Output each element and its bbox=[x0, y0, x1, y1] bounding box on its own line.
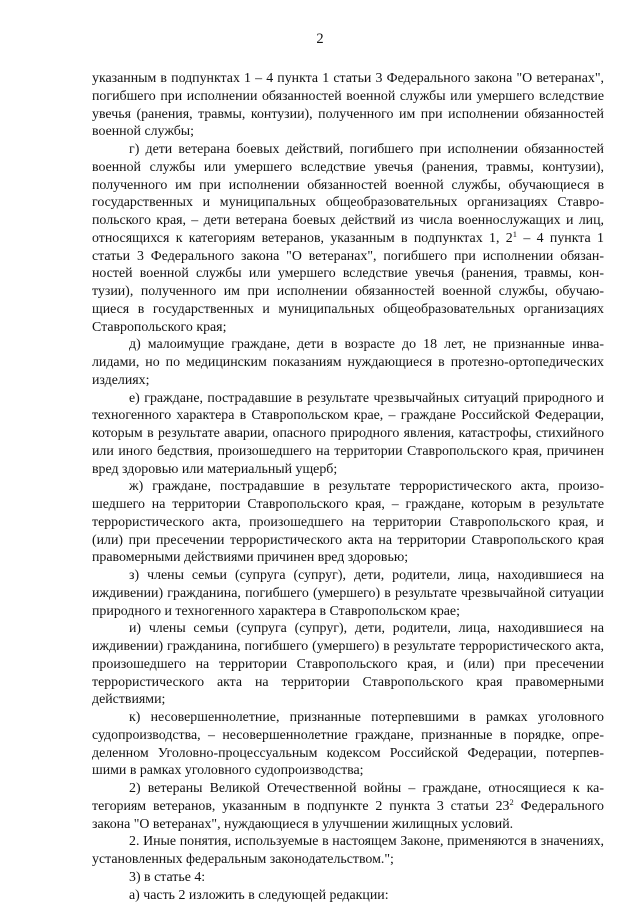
paragraph-item-a: а) часть 2 изложить в следующей редакции: bbox=[92, 887, 604, 904]
paragraph-item-g-text-a: г) дети ветерана боевых действий, погибшего при исполнении обязанностей военной службы или умершего вследствие увечья (ранения, травмы, контузии), полученного им при исполнении обязанностей военной службы, обучающиеся в государственных и муниципальных общеобразовательных организациях Ставропольского края, – дети ветерана боевых действий из числа военнослужащих и лиц, относящихся к категориям ветеранов, указанным в подпунктах 1, 2 bbox=[92, 142, 604, 246]
paragraph-continuation: указанным в подпунктах 1 – 4 пункта 1 статьи 3 Федерального закона "О ветеранах", погибшего при исполнении обязанностей военной службы или умершего вследствие увечья (ранения, травмы, контузии), полученного им при исполнении обязанностей военной службы; bbox=[92, 70, 604, 141]
paragraph-part-2: 2. Иные понятия, используемые в настоящем Законе, применяются в значениях, установленных федеральным законодательством."; bbox=[92, 833, 604, 869]
superscript-index: 2 bbox=[510, 797, 514, 807]
paragraph-item-3: 3) в статье 4: bbox=[92, 869, 604, 887]
paragraph-item-2-text-a: 2) ветераны Великой Отечественной войны – граждане, относящиеся к категориям ветеранов, указанным в подпункте 2 пункта 3 статьи 23 bbox=[92, 781, 604, 814]
paragraph-item-2-text-b: Федерального закона "О ветеранах", нуждающиеся в улучшении жилищных условий. bbox=[92, 799, 604, 832]
paragraph-item-d: д) малоимущие граждане, дети в возрасте до 18 лет, не признанные инвалидами, но по медицинским показаниям нуждающиеся в протезно-ортопедических изделиях; bbox=[92, 336, 604, 389]
document-body bbox=[92, 70, 604, 904]
paragraph-item-g bbox=[92, 141, 604, 336]
superscript-index: 1 bbox=[513, 229, 517, 239]
paragraph-item-2 bbox=[92, 780, 604, 833]
paragraph-item-g-text-b: – 4 пункта 1 статьи 3 Федерального закона "О ветеранах", погибшего при исполнении обязанностей военной службы или умершего вследствие увечья (ранения, травмы, контузии), полученного им при исполнении обязанностей военной службы, обучающиеся в государственных и муниципальных общеобразовательных организациях Ставропольского края; bbox=[92, 231, 604, 335]
paragraph-item-k: к) несовершеннолетние, признанные потерпевшими в рамках уголовного судопроизводства, – несовершеннолетние граждане, признанные в порядке, определенном Уголовно-процессуальным кодексом Российской Федерации, потерпевшими в рамках уголовного судопроизводства; bbox=[92, 709, 604, 780]
paragraph-item-e: е) граждане, пострадавшие в результате чрезвычайных ситуаций природного и техногенного характера в Ставропольском крае, – граждане Российской Федерации, которым в результате аварии, опасного природного явления, катастрофы, стихийного или иного бедствия, произошедшего на территории Ставропольского края, причинен вред здоровью или материальный ущерб; bbox=[92, 390, 604, 479]
paragraph-item-zh: ж) граждане, пострадавшие в результате террористического акта, произошедшего на территории Ставропольского края, – граждане, которым в результате террористического акта, произошедшего на территории Ставропольского края, и (или) при пресечении террористического акта на территории Ставропольского края правомерными действиями причинен вред здоровью; bbox=[92, 478, 604, 567]
paragraph-item-i: и) члены семьи (супруга (супруг), дети, родители, лица, находившиеся на иждивении) гражданина, погибшего (умершего) в результате террористического акта, произошедшего на территории Ставропольского края, и (или) при пресечении террористического акта на территории Ставропольского края правомерными действиями; bbox=[92, 620, 604, 709]
page-number: 2 bbox=[0, 30, 640, 48]
paragraph-item-z: з) члены семьи (супруга (супруг), дети, родители, лица, находившиеся на иждивении) гражданина, погибшего (умершего) в результате чрезвычайной ситуации природного и техногенного характера в Ставропольском крае; bbox=[92, 567, 604, 620]
